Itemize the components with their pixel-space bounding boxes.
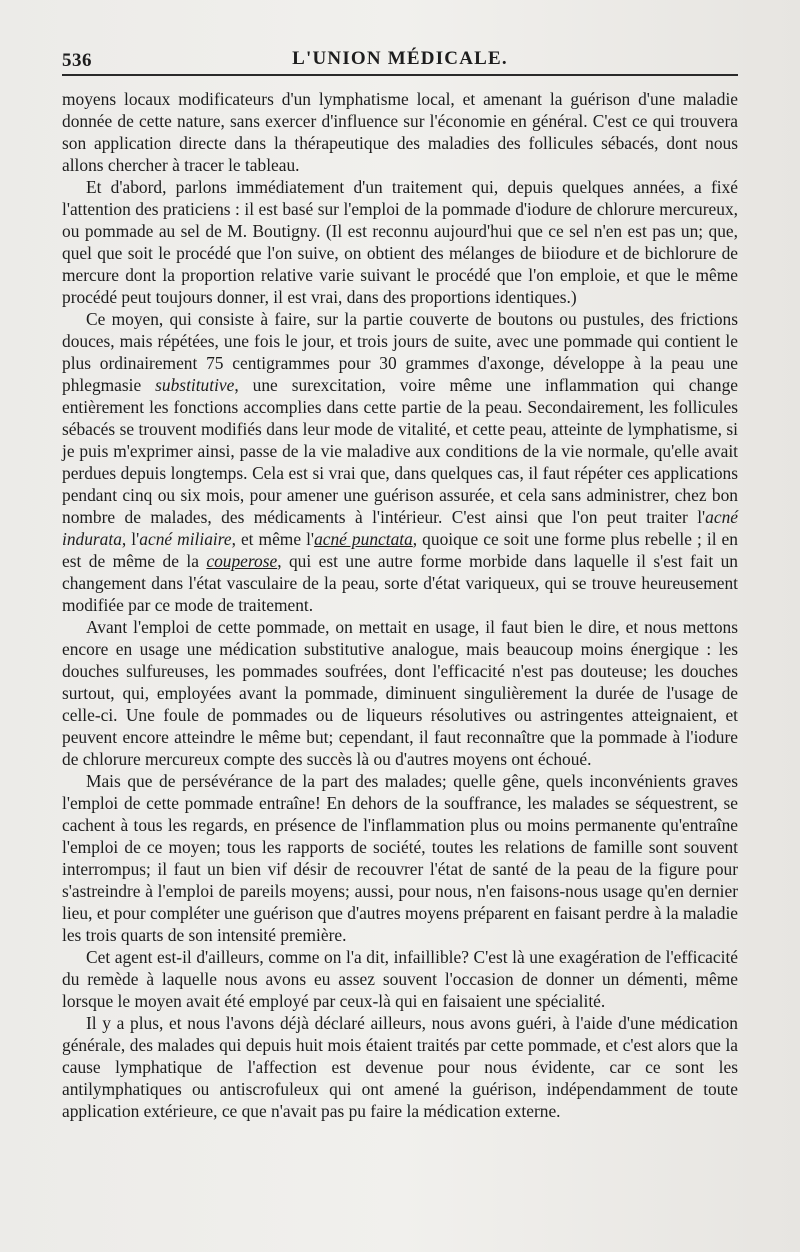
text-run: moyens locaux modificateurs d'un lymphatisme local, et amenant la guérison d'une maladie donnée de cette nature, sans exercer d'influence sur l'économie en général. C'est ce qui trouvera son application directe dans la thérapeutique des maladies des follicules sébacés, dont nous allons chercher à tracer le tableau.	[62, 89, 738, 175]
paragraph	[62, 616, 738, 770]
header-rule	[62, 74, 738, 76]
text-run: , quoique ce soit une forme plus rebelle ; il en est de même de la	[62, 529, 738, 571]
text-run: Mais que de persévérance de la part des malades; quelle gêne, quels inconvénients graves l'emploi de cette pommade entraîne! En dehors de la souffrance, les malades se séquestrent, se cachent à tous les regards, en présence de l'inflammation plus ou moins permanente qu'entraîne l'emploi de ce moyen; tous les rapports de société, toutes les relations de famille sont souvent interrompus; il faut un bien vif désir de recouvrer l'état de santé de la peau de la figure pour s'astreindre à l'emploi de pareils moyens; aussi, pour nous, n'en faisons-nous usage qu'en dernier lieu, et pour compléter une guérison que d'autres moyens préparent en faisant perdre à la maladie les trois quarts de son intensité première.	[62, 771, 738, 945]
italic-term: acné punctata	[314, 529, 413, 549]
paragraph	[62, 176, 738, 308]
italic-term: couperose	[206, 551, 278, 571]
italic-term: acné miliaire	[139, 529, 232, 549]
italic-term: acné indurata	[62, 507, 738, 549]
page-header	[62, 38, 738, 72]
paragraph	[62, 770, 738, 946]
text-run: Et d'abord, parlons immédiatement d'un traitement qui, depuis quelques années, a fixé l'attention des praticiens : il est basé sur l'emploi de la pommade d'iodure de chlorure mercureux, ou pommade au sel de M. Boutigny. (Il est reconnu aujourd'hui que ce sel n'en est pas un; que, quel que soit le procédé que l'on suive, on obtient des mélanges de biiodure et de bichlorure de mercure dont la proportion relative varie suivant le procédé que l'on emploie, et que le même procédé peut toujours donner, il est vrai, dans des proportions identiques.)	[62, 177, 738, 307]
article-body	[62, 88, 738, 1122]
running-title: L'UNION MÉDICALE.	[292, 48, 508, 69]
text-run: , qui est une autre forme morbide dans laquelle il s'est fait un changement dans l'état vasculaire de la peau, sorte d'état variqueux, qui se trouve heureusement modifiée par ce mode de traitement.	[62, 551, 738, 615]
paragraph	[62, 308, 738, 616]
text-run: Avant l'emploi de cette pommade, on mettait en usage, il faut bien le dire, et nous mettons encore en usage une médication substitutive analogue, mais beaucoup moins énergique : les douches sulfureuses, les pommades soufrées, dont l'efficacité n'est pas douteuse; les douches surtout, qui, employées avant la pommade, diminuent singulièrement la durée de l'usage de celle-ci. Une foule de pommades ou de liqueurs résolutives ou astringentes atteignaient, et peuvent encore atteindre le même but; cependant, il faut reconnaître que la pommade à l'iodure de chlorure mercureux compte des succès là ou d'autres moyens ont échoué.	[62, 617, 738, 769]
text-run: Ce moyen, qui consiste à faire, sur la partie couverte de boutons ou pustules, des frictions douces, mais répétées, une fois le jour, et trois jours de suite, avec une pommade qui contient le plus ordinairement 75 centigrammes pour 30 grammes d'axonge, développe à la peau une phlegmasie	[62, 309, 738, 395]
paragraph	[62, 88, 738, 176]
text-run: Il y a plus, et nous l'avons déjà déclaré ailleurs, nous avons guéri, à l'aide d'une médication générale, des malades qui depuis huit mois étaient traités par cette pommade, et c'est alors que la cause lymphatique de l'affection est devenue pour nous évidente, car ce sont les antilymphatiques ou antiscrofuleux qui ont amené la guérison, indépendamment de toute application extérieure, ce que n'avait pas pu faire la médication externe.	[62, 1013, 738, 1121]
text-run: Cet agent est-il d'ailleurs, comme on l'a dit, infaillible? C'est là une exagération de l'efficacité du remède à laquelle nous avons eu assez souvent l'occasion de donner un démenti, même lorsque le moyen avait été employé par ceux-là qui en faisaient une spécialité.	[62, 947, 738, 1011]
text-run: , et même l'	[231, 529, 315, 549]
text-run: , une surexcitation, voire même une inflammation qui change entièrement les fonctions accomplies dans cette partie de la peau. Secondairement, les follicules sébacés se trouvent modifiés dans leur mode de vitalité, et cette peau, atteinte de lymphatisme, si je puis m'exprimer ainsi, passe de la vie maladive aux conditions de la vie normale, qu'elle avait perdues depuis longtemps. Cela est si vrai que, dans quelques cas, il faut répéter ces applications pendant cinq ou six mois, pour amener une guérison assurée, et cela sans administrer, chez bon nombre de malades, des médicaments à l'intérieur. C'est ainsi que l'on peut traiter l'	[62, 375, 738, 527]
paragraph	[62, 946, 738, 1012]
paragraph	[62, 1012, 738, 1122]
text-run: , l'	[121, 529, 140, 549]
italic-term: substitutive	[155, 375, 235, 395]
page-number: 536	[62, 50, 92, 71]
